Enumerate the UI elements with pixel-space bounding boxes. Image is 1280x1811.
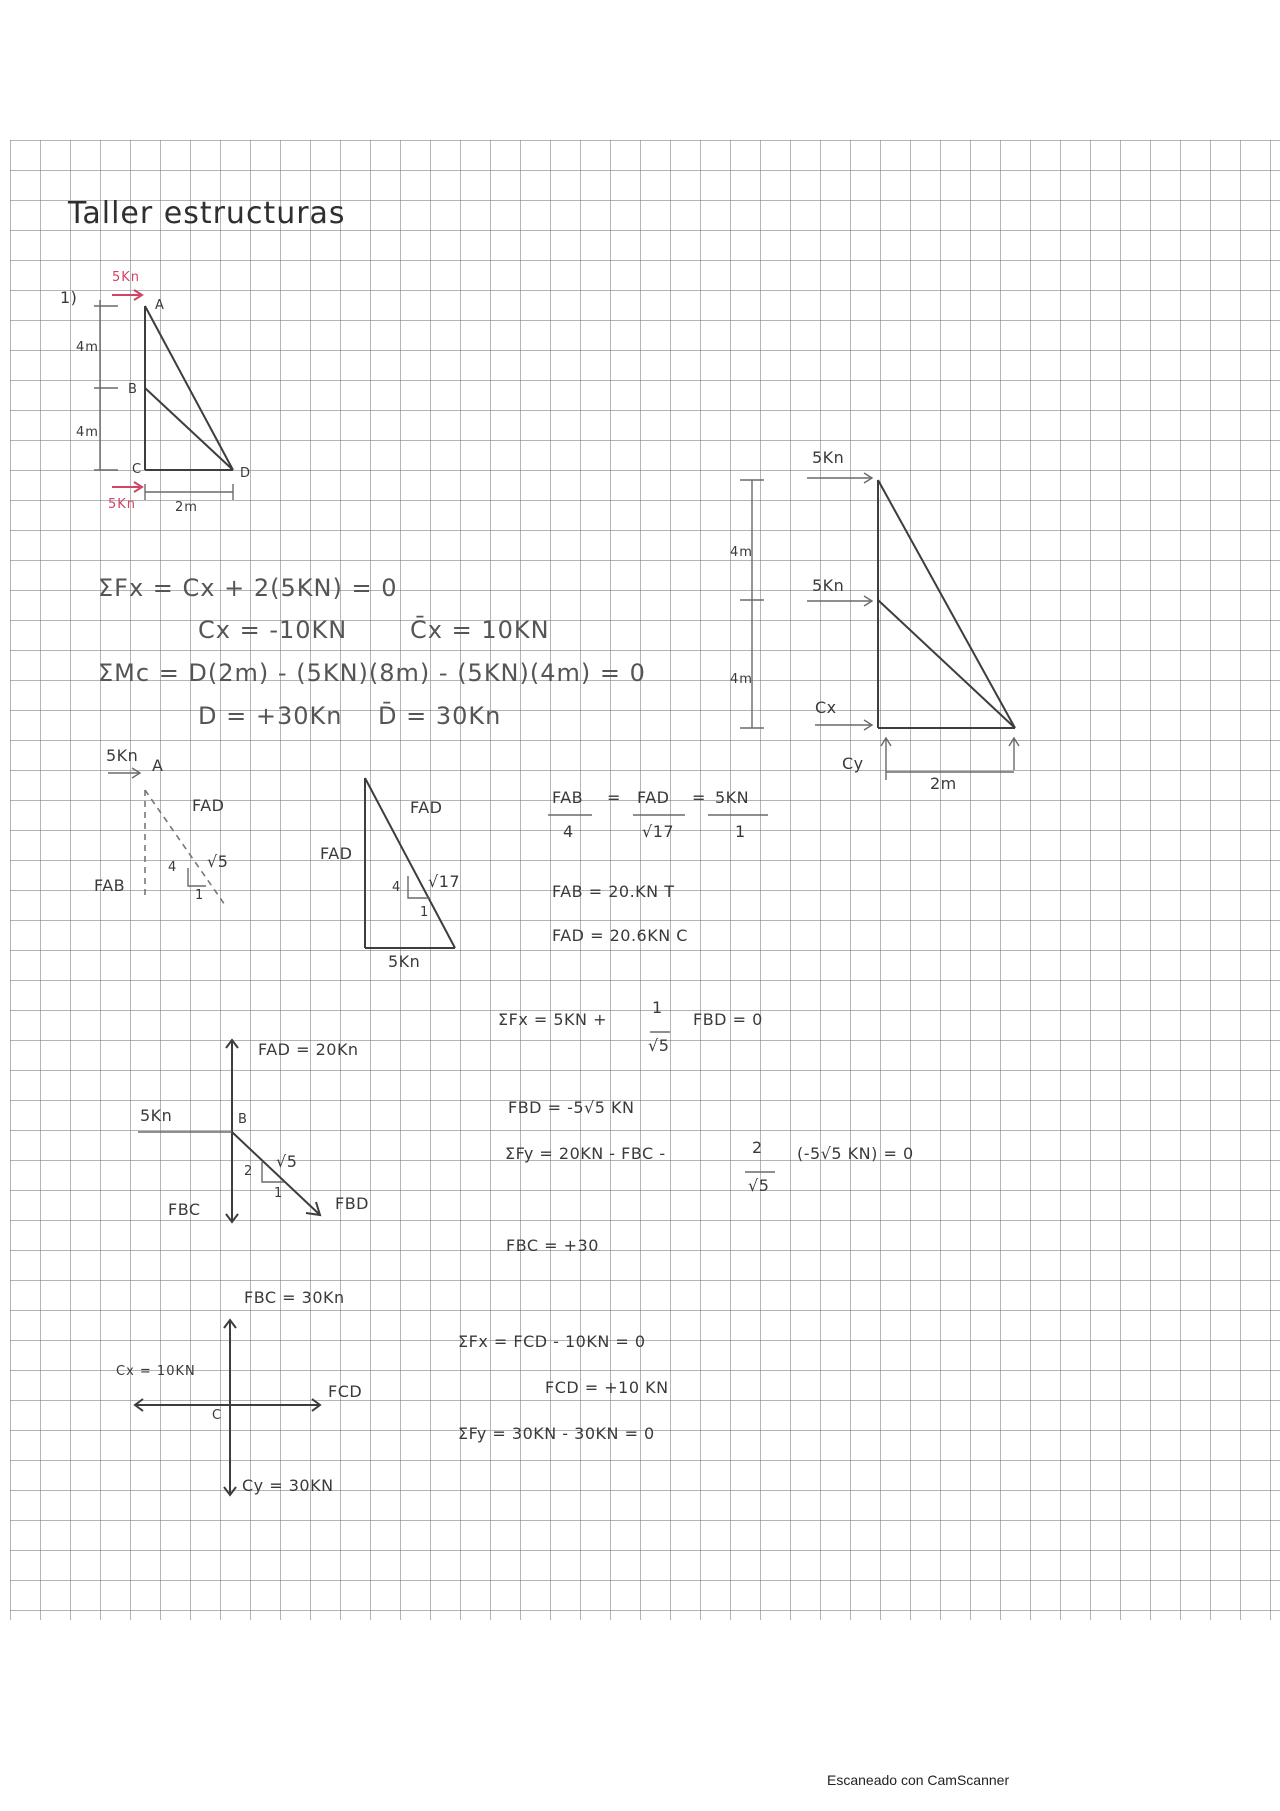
triangle-fad-label: FAD: [410, 798, 443, 817]
ratio-equals-1: =: [607, 788, 621, 807]
joint-a-four-label: 4: [168, 860, 178, 875]
scanner-watermark: Escaneado con CamScanner: [827, 1772, 1010, 1788]
joint-b-sum-fy-denominator: √5: [748, 1176, 770, 1195]
fbd-dim-base-label: 2m: [930, 774, 957, 793]
ratio-fad-numerator: FAD: [637, 788, 670, 807]
joint-c-cx-label: Cx = 10KN: [116, 1364, 196, 1379]
page-title: Taller estructuras: [68, 196, 346, 231]
joint-a-fad-label: FAD: [192, 796, 225, 815]
truss-node-d-label: D: [240, 466, 252, 481]
joint-c-node-label: C: [212, 1408, 223, 1423]
truss-diagram: [94, 290, 233, 500]
fbd-load-top-label: 5Kn: [812, 448, 845, 467]
truss-node-b-label: B: [128, 382, 138, 397]
ratio-rhs-numerator: 5KN: [715, 788, 750, 807]
joint-c-fbc-label: FBC = 30Kn: [244, 1288, 345, 1307]
joint-b-top-label: FAD = 20Kn: [258, 1040, 359, 1059]
joint-a-fab-label: FAB: [94, 876, 126, 895]
triangle-one-label: 1: [420, 905, 430, 920]
free-body-diagram: [740, 473, 1019, 780]
truss-load-top-label: 5Kn: [112, 270, 141, 285]
joint-b-one-label: 1: [274, 1186, 284, 1201]
joint-b-node-label: B: [238, 1112, 248, 1127]
ratio-fraction-bars: [548, 815, 775, 1172]
ratio-fab-denominator: 4: [563, 822, 574, 841]
ratio-fab-numerator: FAB: [552, 788, 584, 807]
joint-c-fcd-result: FCD = +10 KN: [545, 1378, 669, 1397]
joint-b-sum-fy-numerator: 2: [752, 1138, 763, 1157]
joint-c-fcd-label: FCD: [328, 1382, 363, 1401]
truss-dim-bottom-label: 4m: [76, 425, 99, 440]
joint-a-load-label: 5Kn: [106, 746, 139, 765]
joint-b-sum-fx-tail: FBD = 0: [693, 1010, 763, 1029]
truss-node-a-label: A: [155, 298, 165, 313]
truss-load-bottom-label: 5Kn: [108, 497, 137, 512]
joint-a-node-label: A: [152, 756, 164, 775]
joint-c-sketch: [135, 1320, 320, 1495]
equation-d-value: D = +30Kn: [198, 702, 343, 730]
joint-b-fbd-label: FBD: [335, 1194, 369, 1213]
ratio-rhs-denominator: 1: [735, 822, 746, 841]
truss-dim-base-label: 2m: [175, 500, 198, 515]
triangle-four-label: 4: [392, 880, 402, 895]
joint-b-fbc-result: FBC = +30: [506, 1236, 599, 1255]
fbd-dim-bottom-label: 4m: [730, 672, 753, 687]
fbd-dim-top-label: 4m: [730, 545, 753, 560]
joint-b-sum-fx: [498, 1010, 607, 1029]
joint-b-load-label: 5Kn: [140, 1106, 173, 1125]
joint-b-root-label: √5: [276, 1152, 298, 1171]
joint-b-two-label: 2: [244, 1164, 254, 1179]
triangle-base-label: 5Kn: [388, 952, 421, 971]
joint-b-fbd-result: FBD = -5√5 KN: [508, 1098, 635, 1117]
joint-c-sum-fx: ΣFx = FCD - 10KN = 0: [458, 1332, 646, 1351]
truss-node-c-label: C: [132, 462, 143, 477]
ratio-fad-denominator: √17: [642, 822, 675, 841]
joint-b-sketch: [138, 1040, 320, 1222]
joint-c-cy-label: Cy = 30KN: [242, 1476, 334, 1495]
joint-c-sum-fy: ΣFy = 30KN - 30KN = 0: [458, 1424, 655, 1443]
equation-cx-magnitude: C̄x = 10KN: [410, 616, 550, 644]
joint-a-one-label: 1: [195, 888, 205, 903]
problem-number: 1): [60, 288, 78, 307]
joint-b-sum-fy-tail: (-5√5 KN) = 0: [797, 1144, 914, 1163]
joint-b-sum-fx-denominator: √5: [648, 1036, 670, 1055]
equation-cx-value: Cx = -10KN: [198, 616, 348, 644]
truss-dim-top-label: 4m: [76, 340, 99, 355]
joint-b-sum-fx-numerator: 1: [652, 998, 663, 1017]
fbd-cy-label: Cy: [842, 754, 864, 773]
equation-sum-fx: ΣFx = Cx + 2(5KN) = 0: [98, 574, 398, 602]
triangle-root-label: √17: [428, 872, 461, 891]
joint-a-root-label: √5: [207, 852, 229, 871]
joint-b-fbc-label: FBC: [168, 1200, 201, 1219]
result-fab: FAB = 20.KN T: [552, 882, 675, 901]
result-fad: FAD = 20.6KN C: [552, 926, 688, 945]
fbd-load-mid-label: 5Kn: [812, 576, 845, 595]
equation-sum-mc: ΣMc = D(2m) - (5KN)(8m) - (5KN)(4m) = 0: [98, 659, 646, 687]
ratio-equals-2: =: [692, 788, 706, 807]
joint-b-sum-fx-lead: ΣFx = 5KN +: [498, 1010, 607, 1029]
equation-d-magnitude: D̄ = 30Kn: [378, 702, 502, 730]
triangle-fab-label: FAD: [320, 844, 353, 863]
joint-b-sum-fy: ΣFy = 20KN - FBC -: [505, 1144, 666, 1163]
fbd-cx-label: Cx: [815, 698, 837, 717]
joint-a-sketch: [108, 768, 225, 905]
